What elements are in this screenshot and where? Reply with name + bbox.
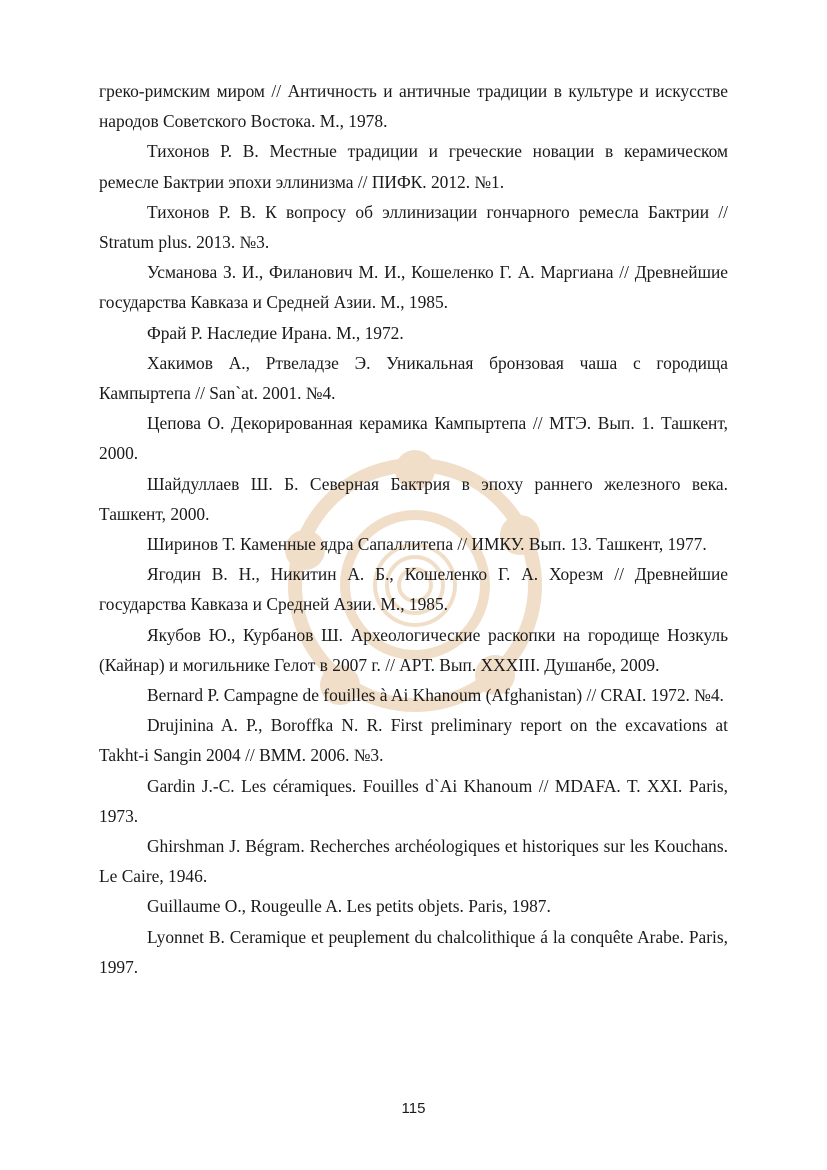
bibliography-entry: Ghirshman J. Bégram. Recherches archéologiques et historiques sur les Kouchans. Le Caire, 1946. xyxy=(99,836,728,887)
bibliography-entry: Ягодин В. Н., Никитин А. Б., Кошеленко Г. А. Хорезм // Древнейшие государства Кавказа и Средней Азии. М., 1985. xyxy=(99,564,728,615)
bibliography-entry: Цепова О. Декорированная керамика Кампыртепа // МТЭ. Вып. 1. Ташкент, 2000. xyxy=(99,413,728,464)
bibliography-entry: Guillaume O., Rougeulle A. Les petits objets. Paris, 1987. xyxy=(147,896,551,917)
bibliography-entry: Якубов Ю., Курбанов Ш. Археологические раскопки на городище Нозкуль (Кайнар) и могильнике Гелот в 2007 г. // АРТ. Вып. XXXIII. Душанбе, 2009. xyxy=(99,624,728,675)
bibliography-entry: Bernard P. Campagne de fouilles à Ai Khanoum (Afghanistan) // CRAI. 1972. №4. xyxy=(147,685,724,706)
bibliography-entry: Шайдуллаев Ш. Б. Северная Бактрия в эпоху раннего железного века. Ташкент, 2000. xyxy=(99,473,728,524)
bibliography-entry: Хакимов А., Ртвеладзе Э. Уникальная бронзовая чаша с городища Кампыртепа // San`at. 2001. №4. xyxy=(99,352,728,404)
page-number: 115 xyxy=(401,1100,426,1117)
bibliography-list xyxy=(99,76,728,982)
bibliography-entry: Усманова З. И., Филанович М. И., Кошеленко Г. А. Маргиана // Древнейшие государства Кавказа и Средней Азии. М., 1985. xyxy=(99,262,728,313)
bibliography-entry: Drujinina A. P., Boroffka N. R. First preliminary report on the excavations at Takht-i Sangin 2004 // BMM. 2006. №3. xyxy=(99,715,728,766)
bibliography-entry: Тихонов Р. В. К вопросу об эллинизации гончарного ремесла Бактрии // Stratum plus. 2013. №3. xyxy=(99,201,728,253)
bibliography-entry: Фрай Р. Наследие Ирана. М., 1972. xyxy=(147,322,404,343)
bibliography-entry: Gardin J.-C. Les céramiques. Fouilles d`Ai Khanoum // MDAFA. T. XXI. Paris, 1973. xyxy=(99,775,728,826)
bibliography-entry: Тихонов Р. В. Местные традиции и греческие новации в керамическом ремесле Бактрии эпохи эллинизма // ПИФК. 2012. №1. xyxy=(99,141,728,192)
bibliography-entry: Ширинов Т. Каменные ядра Сапаллитепа // ИМКУ. Вып. 13. Ташкент, 1977. xyxy=(147,534,707,555)
bibliography-entry: греко-римским миром // Античность и античные традиции в культуре и искусстве народов Советского Востока. М., 1978. xyxy=(99,81,728,132)
bibliography-entry: Lyonnet B. Ceramique et peuplement du chalcolithique á la conquête Arabe. Paris, 1997. xyxy=(99,926,728,977)
